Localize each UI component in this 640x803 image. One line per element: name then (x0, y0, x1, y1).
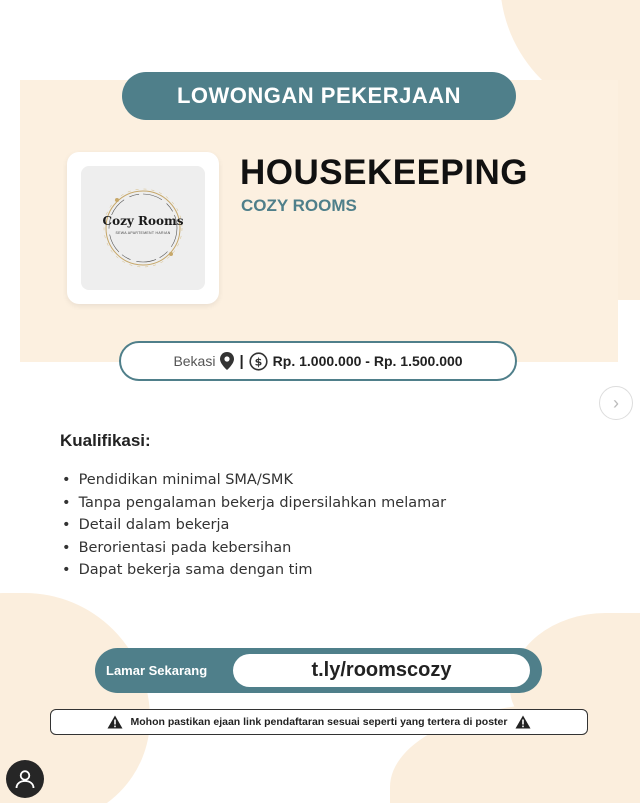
user-avatar-icon (14, 768, 36, 790)
apply-bar (95, 648, 542, 693)
company-logo-card (67, 152, 219, 304)
warning-text: Mohon pastikan ejaan link pendaftaran sesuai seperti yang tertera di poster (130, 716, 508, 728)
warning-icon (515, 715, 531, 729)
logo-name: Cozy Rooms (102, 214, 184, 228)
chevron-right-icon: › (613, 392, 619, 413)
logo-ring-icon (101, 186, 185, 270)
banner-title: LOWONGAN PEKERJAAN (122, 72, 516, 120)
list-item: • Pendidikan minimal SMA/SMK (62, 469, 446, 492)
list-item: • Berorientasi pada kebersihan (62, 537, 446, 560)
company-logo (81, 166, 205, 290)
separator: | (239, 352, 244, 370)
location-pin-icon (220, 352, 234, 370)
list-item: • Detail dalam bekerja (62, 514, 446, 537)
company-name: COZY ROOMS (241, 196, 357, 215)
location-text: Bekasi (173, 353, 216, 369)
location-salary-pill (119, 341, 517, 381)
qualifications-list (62, 469, 446, 582)
svg-text:$: $ (254, 355, 262, 369)
dollar-icon (249, 352, 268, 371)
job-title: HOUSEKEEPING (240, 153, 528, 192)
user-avatar[interactable] (6, 760, 44, 798)
list-item: • Tanpa pengalaman bekerja dipersilahkan melamar (62, 492, 446, 515)
apply-label: Lamar Sekarang (106, 663, 208, 678)
logo-tagline: SEWA APARTEMENT HARIAN (115, 231, 171, 235)
salary-text: Rp. 1.000.000 - Rp. 1.500.000 (272, 353, 463, 369)
next-slide-button[interactable] (599, 386, 633, 420)
warning-icon (107, 715, 123, 729)
qualifications-heading: Kualifikasi: (60, 431, 151, 450)
list-item: • Dapat bekerja sama dengan tim (62, 559, 446, 582)
warning-notice (50, 709, 588, 735)
apply-link[interactable]: t.ly/roomscozy (233, 654, 530, 687)
